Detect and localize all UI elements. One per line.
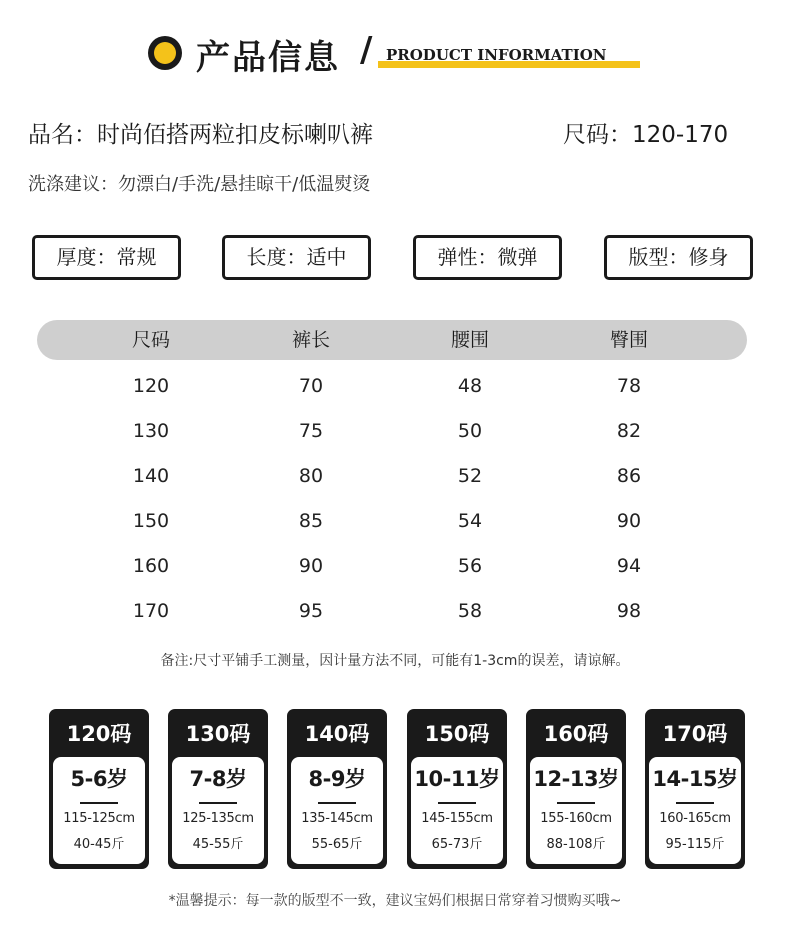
card-weight: 65-73斤 bbox=[431, 837, 483, 852]
table-cell: 50 bbox=[457, 420, 483, 442]
card-divider bbox=[318, 802, 356, 804]
card-height: 115-125cm bbox=[63, 811, 135, 826]
card-size: 120码 bbox=[66, 722, 132, 746]
card-size: 160码 bbox=[543, 722, 609, 746]
attribute-elasticity: 弹性：微弹 bbox=[413, 235, 562, 280]
card-weight: 55-65斤 bbox=[311, 837, 363, 852]
table-cell: 56 bbox=[457, 555, 483, 577]
table-cell: 86 bbox=[616, 465, 642, 487]
table-cell: 90 bbox=[616, 510, 642, 532]
header-hip: 臀围 bbox=[609, 329, 648, 351]
title-english: PRODUCT INFORMATION bbox=[386, 46, 607, 64]
table-cell: 140 bbox=[132, 465, 170, 487]
card-body bbox=[291, 757, 383, 864]
table-cell: 80 bbox=[298, 465, 324, 487]
table-cell: 52 bbox=[457, 465, 483, 487]
size-card-170 bbox=[645, 709, 745, 869]
card-weight: 40-45斤 bbox=[73, 837, 125, 852]
table-cell: 130 bbox=[132, 420, 170, 442]
card-divider bbox=[80, 802, 118, 804]
measurement-note: 备注:尺寸平铺手工测量，因计量方法不同，可能有1-3cm的误差，请谅解。 bbox=[160, 653, 630, 669]
section-header bbox=[0, 28, 790, 78]
card-size: 170码 bbox=[662, 722, 728, 746]
attribute-fit: 版型：修身 bbox=[604, 235, 753, 280]
card-height: 160-165cm bbox=[659, 811, 731, 826]
card-size: 140码 bbox=[304, 722, 370, 746]
card-weight: 88-108斤 bbox=[546, 837, 606, 852]
table-row bbox=[37, 405, 747, 450]
card-age: 5-6岁 bbox=[70, 767, 128, 791]
size-card-140 bbox=[287, 709, 387, 869]
table-body bbox=[37, 360, 747, 630]
table-row bbox=[37, 450, 747, 495]
card-divider bbox=[676, 802, 714, 804]
table-cell: 78 bbox=[616, 375, 642, 397]
card-age: 10-11岁 bbox=[414, 767, 500, 791]
card-body bbox=[172, 757, 264, 864]
attribute-thickness: 厚度：常规 bbox=[32, 235, 181, 280]
table-cell: 170 bbox=[132, 600, 170, 622]
table-cell: 90 bbox=[298, 555, 324, 577]
table-cell: 85 bbox=[298, 510, 324, 532]
table-cell: 94 bbox=[616, 555, 642, 577]
wash-instructions: 洗涤建议：勿漂白/手洗/悬挂晾干/低温熨烫 bbox=[28, 174, 371, 195]
card-divider bbox=[557, 802, 595, 804]
size-range: 尺码：120-170 bbox=[563, 122, 729, 148]
card-body bbox=[649, 757, 741, 864]
header-pants-length: 裤长 bbox=[291, 329, 330, 351]
warm-tip: *温馨提示：每一款的版型不一致，建议宝妈们根据日常穿着习惯购买哦~ bbox=[168, 893, 622, 909]
table-row bbox=[37, 540, 747, 585]
card-divider bbox=[199, 802, 237, 804]
table-cell: 160 bbox=[132, 555, 170, 577]
table-cell: 120 bbox=[132, 375, 170, 397]
card-size: 150码 bbox=[424, 722, 490, 746]
card-weight: 45-55斤 bbox=[192, 837, 244, 852]
size-card-160 bbox=[526, 709, 626, 869]
card-height: 125-135cm bbox=[182, 811, 254, 826]
card-age: 7-8岁 bbox=[189, 767, 247, 791]
card-body bbox=[53, 757, 145, 864]
card-body bbox=[530, 757, 622, 864]
table-row bbox=[37, 495, 747, 540]
title-slash: / bbox=[360, 30, 373, 70]
table-cell: 98 bbox=[616, 600, 642, 622]
circle-logo-icon bbox=[148, 36, 182, 70]
table-cell: 58 bbox=[457, 600, 483, 622]
header-size: 尺码 bbox=[131, 329, 170, 351]
table-cell: 70 bbox=[298, 375, 324, 397]
table-cell: 150 bbox=[132, 510, 170, 532]
title-english-wrap bbox=[378, 46, 640, 68]
card-height: 145-155cm bbox=[421, 811, 493, 826]
attribute-boxes bbox=[32, 235, 754, 281]
size-cards bbox=[49, 709, 749, 871]
table-cell: 95 bbox=[298, 600, 324, 622]
card-weight: 95-115斤 bbox=[665, 837, 725, 852]
size-table bbox=[37, 320, 747, 630]
table-cell: 82 bbox=[616, 420, 642, 442]
table-row bbox=[37, 360, 747, 405]
size-card-130 bbox=[168, 709, 268, 869]
card-height: 135-145cm bbox=[301, 811, 373, 826]
card-divider bbox=[438, 802, 476, 804]
table-cell: 54 bbox=[457, 510, 483, 532]
card-age: 8-9岁 bbox=[308, 767, 366, 791]
table-cell: 48 bbox=[457, 375, 483, 397]
size-card-120 bbox=[49, 709, 149, 869]
table-row bbox=[37, 585, 747, 630]
card-size: 130码 bbox=[185, 722, 251, 746]
attribute-length: 长度：适中 bbox=[222, 235, 371, 280]
header-waist: 腰围 bbox=[450, 329, 489, 351]
table-cell: 75 bbox=[298, 420, 324, 442]
title-chinese: 产品信息 bbox=[196, 38, 340, 78]
product-info-row bbox=[28, 116, 748, 148]
product-name: 品名：时尚佰搭两粒扣皮标喇叭裤 bbox=[28, 122, 373, 148]
card-age: 12-13岁 bbox=[533, 767, 619, 791]
table-header bbox=[37, 320, 747, 360]
card-height: 155-160cm bbox=[540, 811, 612, 826]
card-body bbox=[411, 757, 503, 864]
size-card-150 bbox=[407, 709, 507, 869]
card-age: 14-15岁 bbox=[652, 767, 738, 791]
